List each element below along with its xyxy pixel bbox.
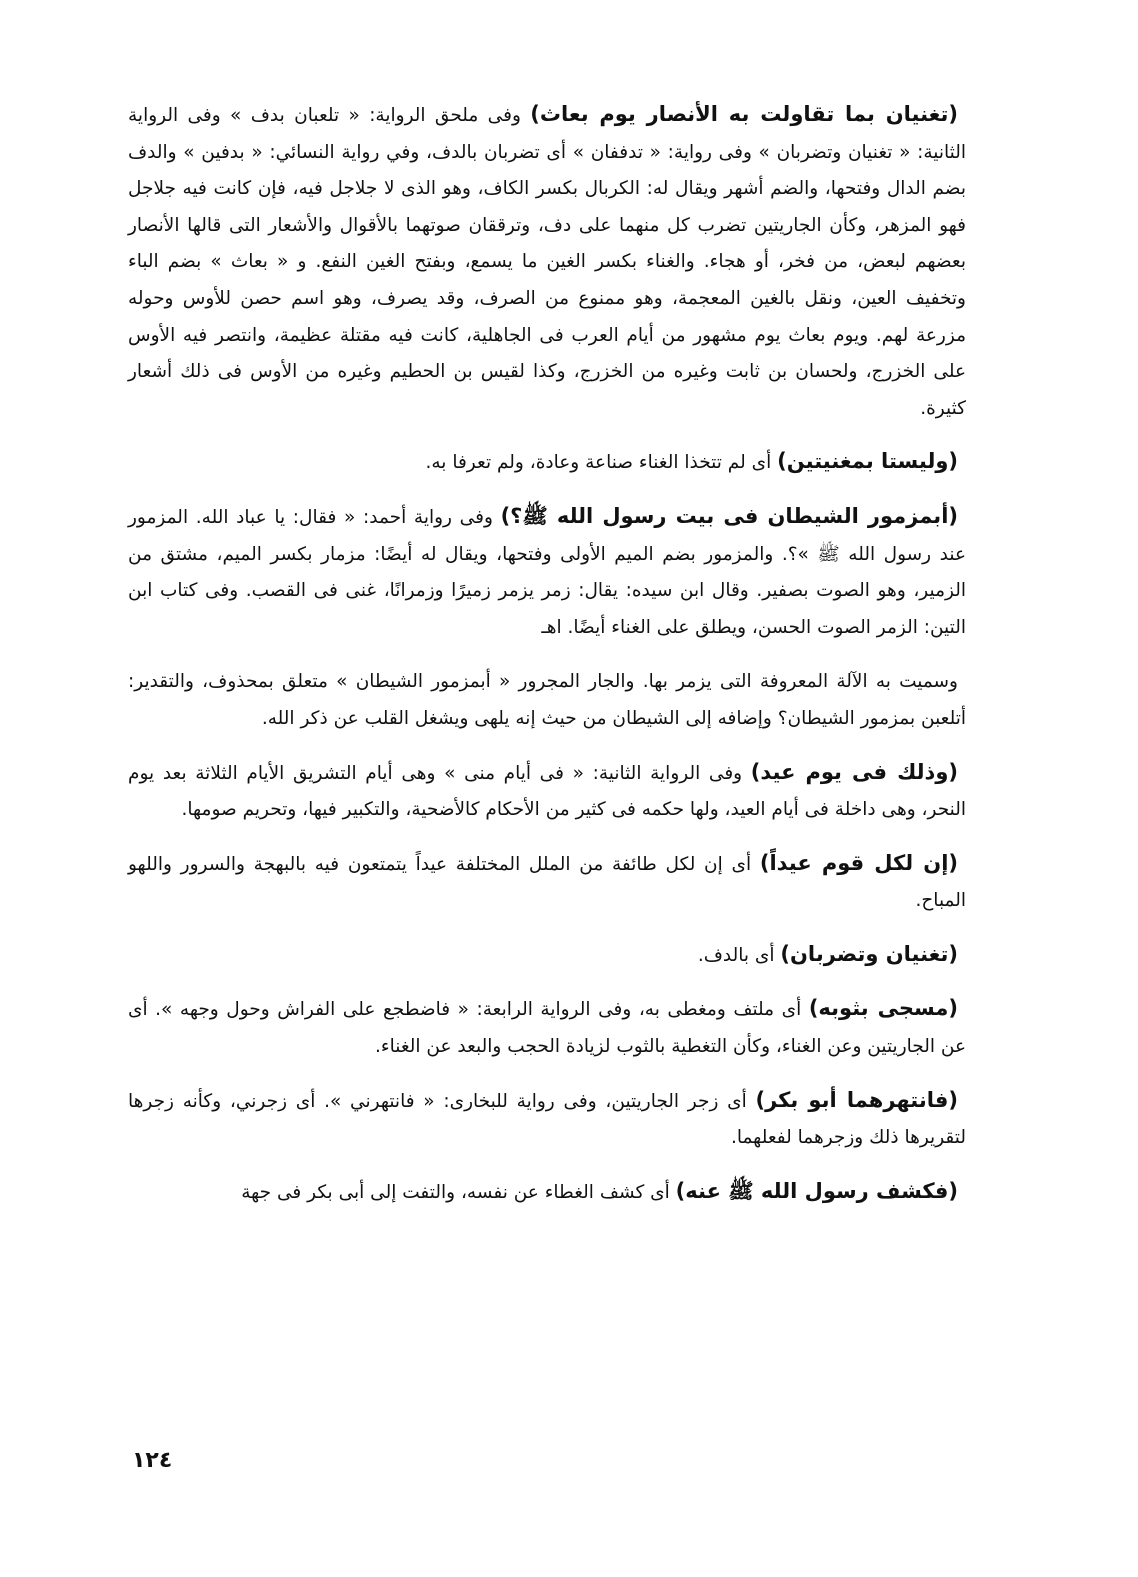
paragraph-heading: (تغنيان وتضربان)	[780, 941, 958, 966]
page-number: ١٢٤	[132, 1448, 173, 1473]
paragraph-body: وفى الرواية الثانية: « فى أيام منى » وهى أيام التشريق الأيام الثلاثة بعد يوم النحر، وهى داخلة فى أيام العيد، ولها حكمه فى كثير من الأحكام كالأضحية، والتكبير فيها، وتحريم صومها.	[128, 762, 966, 821]
document-page	[128, 96, 966, 1496]
paragraph-body: أى إن لكل طائفة من الملل المختلفة عيداً يتمتعون فيه بالبهجة والسرور واللهو المباح.	[128, 853, 966, 912]
paragraph-heading: (وذلك فى يوم عيد)	[750, 759, 958, 784]
paragraph-uncovered	[128, 1173, 966, 1212]
paragraph-heading: (تغنيان بما تقاولت به الأنصار يوم بعاث)	[530, 102, 958, 126]
paragraph-singing	[128, 936, 966, 975]
paragraph-body: وسميت به الآلة المعروفة التى يزمر بها. والجار المجرور « أبمزمور الشيطان » متعلق بمحذوف، والتقدير: أتلعبن بمزمور الشيطان؟ وإضافه إلى الشيطان من حيث إنه يلهى ويشغل القلب عن ذكر الله.	[128, 671, 966, 729]
paragraph-every-people	[128, 845, 966, 920]
paragraph-heading: (فكشف رسول الله ﷺ عنه)	[675, 1178, 958, 1203]
paragraph-heading: (فانتهرهما أبو بكر)	[755, 1087, 958, 1112]
paragraph-naming	[128, 662, 966, 737]
paragraph-body: وفى رواية أحمد: « فقال: يا عباد الله. المزمور عند رسول الله ﷺ »؟. والمزمور بضم الميم الأولى وفتحها، ويقال له أيضًا: مزمار بكسر الميم، مشتق من الزمير، وهو الصوت بصفير. وقال ابن سيده: يقال: زمر يزمر زميرًا وزمرانًا، غنى فى القصب. وفى كتاب ابن التين: الزمر الصوت الحسن، ويطلق على الغناء أيضًا. اهـ	[128, 506, 966, 638]
paragraph-heading: (إن لكل قوم عيداً)	[759, 850, 959, 875]
paragraph-body: أى كشف الغطاء عن نفسه، والتفت إلى أبى بكر فى جهة	[241, 1181, 676, 1203]
paragraph-body: أى زجر الجاريتين، وفى رواية للبخارى: « فانتهرني ». أى زجرني، وكأنه زجرها لتقريرها ذلك وزجرهما لفعلهما.	[128, 1090, 966, 1149]
paragraph-heading: (مسجى بثوبه)	[808, 996, 958, 1021]
paragraph-eid-day	[128, 754, 966, 829]
paragraph-mizmar	[128, 498, 966, 646]
paragraph-heading: (أبمزمور الشيطان فى بيت رسول الله ﷺ؟)	[500, 503, 958, 528]
paragraph-laysata	[128, 443, 966, 482]
paragraph-heading: (وليستا بمغنيتين)	[777, 449, 958, 474]
paragraph-body: أى بالدف.	[697, 944, 781, 966]
paragraph-body: أى لم تتخذا الغناء صناعة وعادة، ولم تعرفا به.	[425, 452, 778, 474]
paragraph-rebuke	[128, 1082, 966, 1157]
paragraph-body: أى ملتف ومغطى به، وفى الرواية الرابعة: « فاضطجع على الفراش وحول وجهه ». أى عن الجاريتين وعن الغناء، وكأن التغطية بالثوب لزيادة الحجب والبعد عن الغناء.	[128, 999, 966, 1058]
paragraph-body: وفى ملحق الرواية: « تلعبان بدف » وفى الرواية الثانية: « تغنيان وتضربان » وفى رواية: « تدففان » أى تضربان بالدف، وفي رواية النسائي: « بدفين » والدف بضم الدال وفتحها، والضم أشهر ويقال له: الكربال بكسر الكاف، وهو الذى لا جلاجل فيه، فإن كانت فيه جلاجل فهو المزهر، وكأن الجاريتين تضرب كل منهما على دف، وترققان صوتهما بالأقوال والأشعار التى قالها الأنصار بعضهم لبعض، من فخر، أو هجاء. والغناء بكسر الغين ما يسمع، وبفتح الغين النفع. و « بعاث » بضم الباء وتخفيف العين، ونقل بالغين المعجمة، وهو ممنوع من الصرف، وقد يصرف، وهو اسم حصن للأوس وحوله مزرعة لهم. ويوم بعاث يوم مشهور من أيام العرب فى الجاهلية، كانت فيه مقتلة عظيمة، وانتصر فيه الأوس على الخزرج، ولحسان بن ثابت وغيره من الخزرج، وكذا لقيس بن الحطيم وغيره من الأوس فى ذلك أشعار كثيرة.	[128, 105, 966, 419]
paragraph-covered	[128, 990, 966, 1065]
paragraph-buath	[128, 96, 966, 427]
